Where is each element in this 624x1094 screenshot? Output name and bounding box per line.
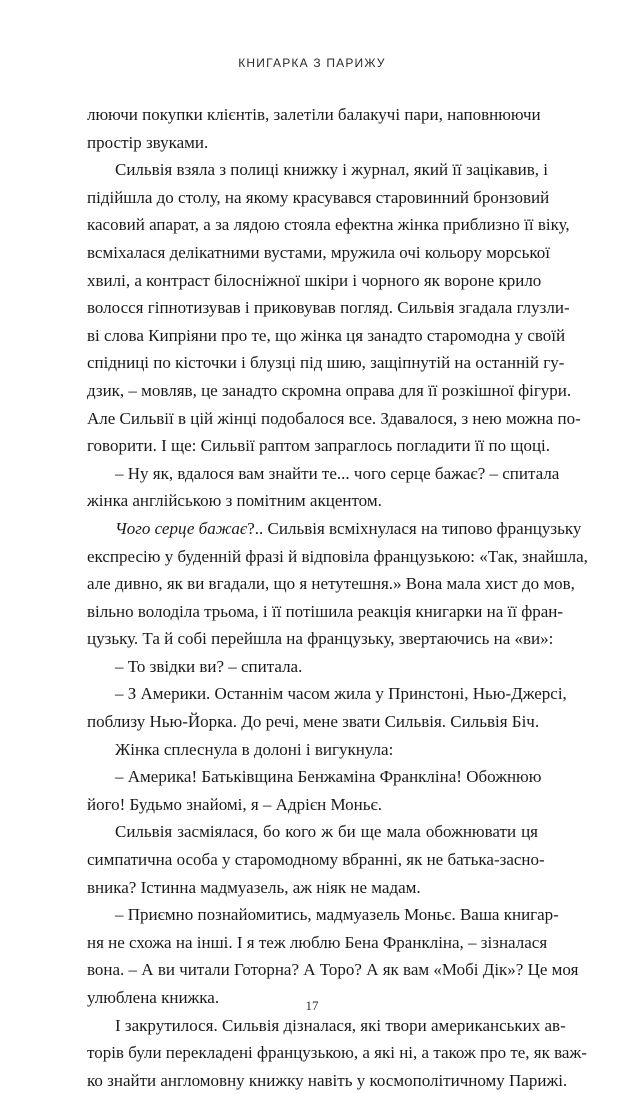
- text-line: симпатична особа у старомодному вбранні, як не батька-засно-: [87, 850, 545, 870]
- body-text: [87, 101, 588, 1094]
- text-line: експресію у буденній фразі й відповіла французькою: «Так, знайшла,: [87, 546, 588, 566]
- text-line: жінка англійською з помітним акцентом.: [87, 491, 382, 511]
- text-line: Жінка сплеснула в долоні і вигукнула:: [115, 739, 394, 759]
- text-line: Сильвія засміялася, бо кого ж би ще мала обожнювати ця: [115, 822, 538, 842]
- text-line: хвилі, а контраст білосніжної шкіри і чорного як вороне крило: [87, 270, 542, 290]
- text-line: вона. – А ви читали Готорна? А Торо? А як вам «Мобі Дік»? Це моя: [87, 960, 579, 980]
- text-line: поблизу Нью-Йорка. До речі, мене звати Сильвія. Сильвія Біч.: [87, 712, 540, 732]
- text-line: – З Америки. Останнім часом жила у Принстоні, Нью-Джерсі,: [115, 684, 567, 704]
- text-line: ня не схожа на інші. І я теж люблю Бена Франкліна, – зізналася: [87, 932, 548, 952]
- text-line: улюблена книжка.: [87, 988, 220, 1007]
- italic-phrase: Чого серце бажає: [115, 518, 248, 538]
- text-line: дзик, – мовляв, це занадто скромна оправа для її розкішної фігури.: [87, 380, 572, 400]
- text-line: торів були перекладені французькою, а які ні, а також про те, як важ-: [87, 1043, 587, 1063]
- text-line: – Приємно познайомитись, мадмуазель Моньє. Ваша книгар-: [115, 905, 559, 925]
- text-line: [87, 515, 582, 543]
- text-line: цузьку. Та й собі перейшла на французьку, звертаючись на «ви»:: [87, 629, 554, 649]
- text-line: – То звідки ви? – спитала.: [115, 656, 303, 676]
- text-line: волосся гіпнотизував і приковував погляд. Сильвія згадала глузли-: [87, 298, 570, 318]
- text-line: Але Сильвії в цій жінці подобалося все. Здавалося, з нею можна по-: [87, 408, 581, 428]
- text-line: вільно володіла трьома, і її потішила реакція книгарки на її фран-: [87, 601, 564, 621]
- text-line: ві слова Кипріяни про те, що жінка ця занадто старомодна у своїй: [87, 325, 566, 345]
- text-line: простір звуками.: [87, 132, 209, 152]
- text-line-rest: ?.. Сильвія всміхнулася на типово французьку: [247, 518, 582, 538]
- text-line: говорити. І ще: Сильвії раптом запраглось погладити її по щоці.: [87, 436, 551, 456]
- text-line: люючи покупки клієнтів, залетіли балакучі пари, наповнюючи: [87, 105, 541, 124]
- text-line: Сильвія взяла з полиці книжку і журнал, який її зацікавив, і: [115, 160, 549, 180]
- text-line: касовий апарат, а за лядою стояла ефектна жінка приблизно її віку,: [87, 215, 570, 235]
- text-line: але дивно, як ви вгадали, що я нетутешня.» Вона мала хист до мов,: [87, 574, 575, 594]
- page-number: 17: [305, 998, 319, 1013]
- text-line: – Америка! Батьківщина Бенжаміна Франкліна! Обожнюю: [115, 767, 542, 787]
- text-line: спідниці по кісточки і блузці під шию, защіпнутій на останній гу-: [87, 353, 565, 373]
- text-line: І закрутилося. Сильвія дізналася, які твори американських ав-: [115, 1015, 566, 1035]
- text-line: його! Будьмо знайомі, я – Адрієн Моньє.: [87, 794, 383, 814]
- text-line: вника? Істинна мадмуазель, аж ніяк не мадам.: [87, 877, 421, 897]
- text-line: всміхалася делікатними вустами, мружила очі кольору морської: [87, 242, 550, 262]
- text-line: підійшла до столу, на якому красувався старовинний бронзовий: [87, 187, 550, 207]
- text-line: – Ну як, вдалося вам знайти те... чого серце бажає? – спитала: [115, 463, 560, 483]
- running-header: КНИГАРКА З ПАРИЖУ: [238, 56, 386, 70]
- text-line: ко знайти англомовну книжку навіть у космополітичному Парижі.: [87, 1070, 568, 1090]
